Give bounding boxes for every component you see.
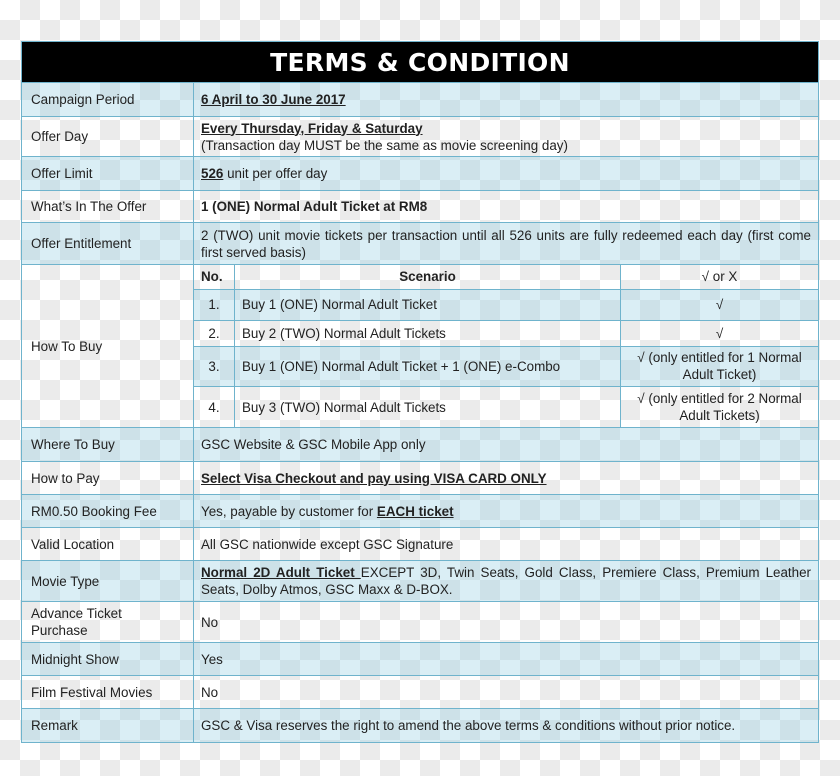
scenario-no: 3. xyxy=(194,347,235,387)
scenario-row xyxy=(194,321,818,347)
movie-type-text: EXCEPT 3D, Twin Seats, Gold Class, Premiere Class, Premium Leather Seats, Dolby Atmos, GSC Maxx & D-BOX. xyxy=(201,565,811,597)
scenario-check: √ xyxy=(715,297,724,313)
row-label: RM0.50 Booking Fee xyxy=(22,495,194,527)
scenario-text: Buy 1 (ONE) Normal Adult Ticket xyxy=(235,290,621,320)
row-label: Advance Ticket Purchase xyxy=(22,602,194,642)
entitlement-value: 2 (TWO) unit movie tickets per transaction until all 526 units are fully redeemed each day (first come first served basis) xyxy=(201,227,811,260)
row-movie-type xyxy=(22,561,818,602)
row-label: How to Pay xyxy=(22,462,194,494)
row-film-festival xyxy=(22,676,818,709)
scenario-text: Buy 2 (TWO) Normal Adult Tickets xyxy=(235,321,621,346)
film-festival-value: No xyxy=(201,684,219,700)
how-to-buy-header xyxy=(194,265,818,290)
row-label: Valid Location xyxy=(22,528,194,560)
scenario-row xyxy=(194,290,818,321)
scenario-row xyxy=(194,387,818,427)
row-label: Offer Limit xyxy=(22,157,194,190)
row-whats-in-offer xyxy=(22,191,818,223)
scenario-check: √ (only entitled for 1 Normal Adult Ticket) xyxy=(637,350,802,383)
scenario-text: Buy 3 (TWO) Normal Adult Tickets xyxy=(235,387,621,427)
midnight-show-value: Yes xyxy=(201,651,223,667)
scenario-no: 4. xyxy=(194,387,235,427)
row-offer-day xyxy=(22,117,818,157)
booking-fee-emphasis: EACH ticket xyxy=(376,503,454,519)
row-label: Campaign Period xyxy=(22,83,194,116)
row-offer-limit xyxy=(22,157,818,191)
row-offer-entitlement xyxy=(22,223,818,265)
row-where-to-buy xyxy=(22,428,818,462)
header-check: √ or X xyxy=(701,269,738,285)
row-label: Remark xyxy=(22,709,194,742)
offer-day-note: (Transaction day MUST be the same as movie screening day) xyxy=(201,137,568,153)
row-advance-ticket xyxy=(22,602,818,643)
row-label: Film Festival Movies xyxy=(22,676,194,708)
header-scenario: Scenario xyxy=(235,265,621,289)
table-title: TERMS & CONDITION xyxy=(22,42,818,83)
scenario-check: √ xyxy=(715,325,724,341)
offer-limit-text: unit per offer day xyxy=(223,166,328,181)
row-campaign-period xyxy=(22,83,818,117)
booking-fee-text: Yes, payable by customer for xyxy=(201,503,377,519)
row-midnight-show xyxy=(22,643,818,676)
header-no: No. xyxy=(194,265,235,289)
row-label: What’s In The Offer xyxy=(22,191,194,222)
row-label: Offer Entitlement xyxy=(22,223,194,264)
row-how-to-buy xyxy=(22,265,818,428)
row-label: Movie Type xyxy=(22,561,194,601)
scenario-row xyxy=(194,347,818,388)
row-label: How To Buy xyxy=(22,265,194,427)
row-valid-location xyxy=(22,528,818,561)
offer-value: 1 (ONE) Normal Adult Ticket at RM8 xyxy=(201,199,428,214)
terms-table xyxy=(21,41,819,743)
how-to-buy-table xyxy=(194,265,818,427)
scenario-text: Buy 1 (ONE) Normal Adult Ticket + 1 (ONE) e-Combo xyxy=(235,347,621,387)
scenario-check: √ (only entitled for 2 Normal Adult Tickets) xyxy=(637,391,802,424)
offer-limit-number: 526 xyxy=(201,166,224,181)
where-to-buy-value: GSC Website & GSC Mobile App only xyxy=(201,437,426,452)
valid-location-value: All GSC nationwide except GSC Signature xyxy=(201,536,454,552)
row-label: Offer Day xyxy=(22,117,194,156)
offer-day-value: Every Thursday, Friday & Saturday xyxy=(201,120,423,136)
remark-value: GSC & Visa reserves the right to amend the above terms & conditions without prior notice. xyxy=(201,718,736,733)
campaign-period-value: 6 April to 30 June 2017 xyxy=(201,92,346,107)
row-how-to-pay xyxy=(22,462,818,495)
advance-ticket-value: No xyxy=(201,614,219,630)
row-label: Midnight Show xyxy=(22,643,194,675)
scenario-no: 2. xyxy=(194,321,235,346)
movie-type-emphasis: Normal 2D Adult Ticket xyxy=(201,565,361,580)
row-remark xyxy=(22,709,818,742)
how-to-pay-value: Select Visa Checkout and pay using VISA CARD ONLY xyxy=(201,470,547,486)
scenario-no: 1. xyxy=(194,290,235,320)
row-booking-fee xyxy=(22,495,818,528)
row-label: Where To Buy xyxy=(22,428,194,461)
